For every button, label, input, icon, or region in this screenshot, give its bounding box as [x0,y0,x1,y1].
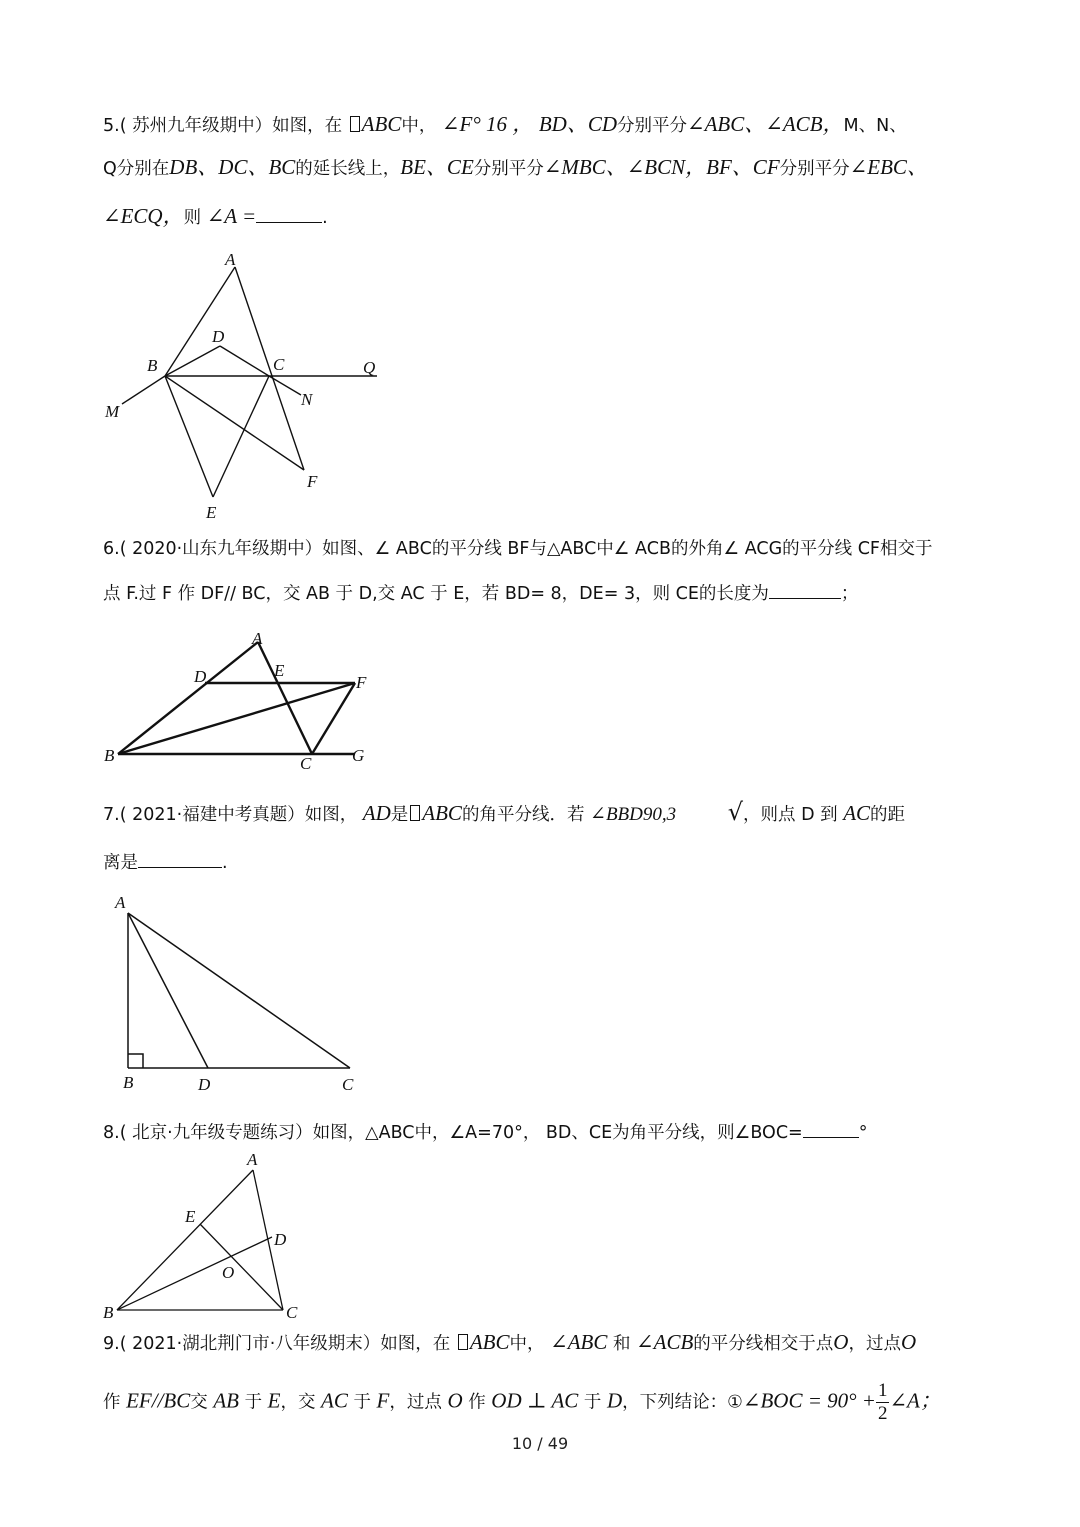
label-E: E [274,661,285,680]
triangle-placeholder-icon [458,1334,468,1350]
label-C: C [286,1303,298,1322]
label-O: O [222,1263,235,1282]
q9-line-2: 作 EF//BC交 AB 于 E，交 AC 于 F，过点 O 作 OD ⊥ AC 于 D，下列结论：①∠BOC = 90° + $\frac{1}{2}$ ∠A； [103,1380,941,1424]
q5-line-2: Q分别在DB、DC、BC的延长线上，BE、CE分别平分∠MBC、∠BCN，BF、CF分别平分∠EBC、 [103,155,928,179]
label-D: D [212,327,225,346]
label-C: C [342,1075,354,1094]
sqrt-icon: √ [727,798,744,826]
label-N: N [301,390,313,409]
q8-line-1: 8.( 北京·九年级专题练习）如图，△ABC中，∠A=70°， BD、CE为角平分线，则∠BOC= ° [103,1119,867,1145]
label-F: F [356,673,367,692]
label-C: C [273,355,285,374]
label-F: F [307,472,318,491]
q7-line-2: 离是 . [103,849,228,875]
q6-figure [100,628,380,778]
label-C: C [300,754,312,773]
label-B: B [123,1073,134,1092]
fraction-one-half: $\frac{1}{2}$ [877,1380,888,1424]
label-A: A [225,250,236,269]
label-M: M [105,402,120,421]
label-B: B [147,356,158,375]
triangle-placeholder-icon [350,116,360,132]
label-A: A [252,629,263,648]
page-number: 10 / 49 [511,1434,569,1453]
q7-line-1: 7.( 2021·福建中考真题）如图， AD是 ABC的角平分线．若 ∠BBD90,3 √，则点 D 到 AC的距 [103,798,906,826]
answer-blank[interactable] [769,580,841,599]
label-B: B [104,746,115,765]
label-D: D [198,1075,211,1094]
triangle-placeholder-icon [410,805,420,821]
q7-figure [105,890,365,1100]
label-E: E [185,1207,196,1226]
q6-line-2: 点 F.过 F 作 DF// BC，交 AB 于 D,交 AC 于 E，若 BD= 8，DE= 3，则 CE的长度为 ； [103,580,858,606]
label-E: E [206,503,217,522]
q6-line-1: 6.( 2020·山东九年级期中）如图、∠ ABC的平分线 BF与△ABC中∠ ACB的外角∠ ACG的平分线 CF相交于 [103,539,933,559]
answer-blank[interactable] [256,204,322,223]
label-D: D [274,1230,287,1249]
answer-blank[interactable] [138,849,222,868]
label-A: A [115,893,126,912]
q5-line-1: 5.( 苏州九年级期中）如图，在 ABC中， ∠F° 16 ， BD、CD分别平分∠ABC、∠ACB，M、N、 [103,112,907,136]
q5-figure [95,245,395,530]
label-G: G [352,746,365,765]
label-Q: Q [363,358,376,377]
label-B: B [103,1303,114,1322]
q9-line-1: 9.( 2021·湖北荆门市·八年级期末）如图，在 ABC中， ∠ABC 和 ∠ACB的平分线相交于点O，过点O [103,1330,917,1354]
q5-line-3: ∠ECQ，则 ∠A = . [103,204,328,228]
label-A: A [247,1150,258,1169]
label-D: D [194,667,207,686]
answer-blank[interactable] [803,1119,859,1138]
q8-figure [100,1150,310,1325]
